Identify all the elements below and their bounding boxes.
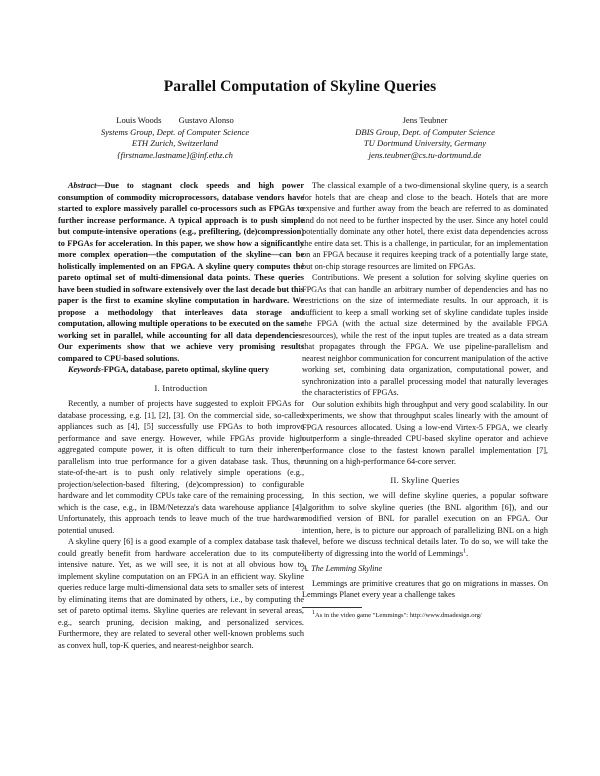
author-names: Louis Woods Gustavo Alonso [116, 115, 234, 125]
footnote-text: As in the video game "Lemmings": http://www.dmadesign.org/ [315, 611, 482, 619]
footnote-divider [302, 607, 362, 608]
body-paragraph: Our solution exhibits high throughput and very good scalability. In our experiments, we show that throughput scales linearly with the amount of FPGA resources allocated. Using a low-end Virtex-5 FPGA, we clearly outperform a single-threaded CPU-based skyline operator and achieve performance close to the fastest known parallel implementation [7], running on a high-performance 64-core server. [302, 399, 548, 466]
affiliation-line: Systems Group, Dept. of Computer Science [100, 126, 250, 137]
body-paragraph: The classical example of a two-dimensional skyline query, is a search for hotels that are cheap and close to the beach. Hotels that are more expensive and further away from the beach are referred to as dominated and do not need to be further inspected by the user. Since any hotel could potentially dominate any other hotel, there exist data dependencies across the entire data set. This is a challenge, in particular, for an implementation on an FPGA because it requires keeping track of a potentially large state, but on-chip storage resources are limited on FPGAs. [302, 181, 548, 271]
section-heading-skyline-queries: II. Skyline Queries [390, 475, 460, 485]
abstract [58, 180, 304, 364]
author-block-eth [60, 115, 290, 161]
left-column [58, 180, 304, 651]
footnote-number: 1 [312, 609, 315, 616]
abstract-text: —Due to stagnant clock speeds and high power consumption of commodity microprocessors, database vendors have started to explore massively parallel co-processors such as FPGAs to further increase performance. A typical approach is to push simple but compute-intensive operations (e.g., prefiltering, (de)compression) to FPGAs for acceleration. In this paper, we show how a significantly more complex operation—the computation of the skyline—can be holistically implemented on an FPGA. A skyline query computes the pareto optimal set of multi-dimensional data points. These queries have been studied in software extensively over the last decade but this paper is the first to examine skyline computation in hardware. We propose a methodology that interleaves data storage and computation, allowing multiple operations to be executed on the same working set in parallel, while accounting for all data dependencies. Our experiments show that we achieve very promising results compared to CPU-based solutions. [58, 181, 304, 363]
body-paragraph: Lemmings are primitive creatures that go on migrations in masses. On Lemmings Planet every year a challenge takes [302, 578, 548, 599]
body-paragraph: Contributions. We present a solution for solving skyline queries on FPGAs that can handle an arbitrary number of dependencies and has no restrictions on the size of intermediate results. In our approach, it is sufficient to keep a small working set of skyline candidate tuples inside the FPGA (with the actual size determined by the available FPGA resources), while the rest of the input tuples are treated as a data stream that propagates through the FPGA. We use pipeline-parallelism and nearest neighbor communication for concurrent manipulation of the active working set, combining data organization, computational power, and synchronization into a parallel processing model that naturally leverages the characteristics of FPGAs. [302, 273, 548, 397]
author-block-dortmund [310, 115, 540, 161]
abstract-lead: Abstract [68, 181, 97, 190]
footnote-marker: 1 [463, 547, 467, 554]
email-line: {firstname.lastname}@inf.ethz.ch [117, 149, 233, 160]
section2-paragraph-text: In this section, we will define skyline queries, a popular software algorithm to solve skyline queries (the BNL algorithm [6]), and our modified version of BNL for parallel execution on an FPGA. Our intention, here, is to picture our approach of parallelizing BNL on a high level, before we discuss technical details later. To do so, we will take the liberty of digressing into the world of Lemmings [302, 491, 548, 558]
keywords-lead: Keywords [68, 365, 101, 374]
body-paragraph: In this section, we will define skyline queries, a popular software algorithm to solve skyline queries (the BNL algorithm [6]), and our modified version of BNL for parallel execution on an FPGA. Our intention, here, is to picture our approach of parallelizing BNL on a high level, before we discuss technical details later. To do so, we will take the liberty of digressing into the world of Lemmings$^1$. [302, 491, 548, 558]
subsection-heading-lemming-skyline: A. The Lemming Skyline [302, 564, 383, 573]
body-paragraph: Recently, a number of projects have suggested to exploit FPGAs for database processing, e.g. [1], [2], [3]. On the commercial side, so-called appliances such as [4], [5] successfully use FPGAs to both improve performance and save energy. However, while FPGAs provide high aggregated compute power, it is often difficult to turn their inherent parallelism into true performance for a given database task. Thus, the state-of-the-art is to push only relatively simple operations (e.g., projection/selection-based filtering, (de)compression) to configurable hardware and let commodity CPUs take care of the remaining processing, which is the case, e.g., in IBM/Netezza's data warehouse appliance [4]. Unfortunately, this approach tends to leave much of the true hardware potential unused. [58, 399, 304, 535]
author-header [60, 115, 540, 161]
footnote [302, 611, 548, 620]
affiliation-line: TU Dortmund University, Germany [363, 138, 487, 148]
right-column [302, 180, 548, 620]
keywords-text: -FPGA, database, pareto optimal, skyline query [101, 365, 270, 374]
affiliation-line: DBIS Group, Dept. of Computer Science [355, 126, 495, 137]
section-heading-introduction: I. Introduction [154, 383, 208, 393]
author-names: Jens Teubner [402, 115, 448, 125]
email-line: jens.teubner@cs.tu-dortmund.de [368, 149, 482, 160]
keywords [58, 364, 304, 376]
affiliation-line: ETH Zurich, Switzerland [131, 138, 219, 148]
body-paragraph: A skyline query [6] is a good example of a complex database task that could greatly benefit from hardware acceleration due to its compute-intensive nature. Yet, as we will see, it is not at all obvious how to implement skyline computation on an FPGA in an efficient way. Skyline queries reduce large multi-dimensional data sets to smaller sets of interest by eliminating items that are dominated by others, i.e., by computing the set of pareto optimal items. Skyline queries are relevant in several areas, e.g., search pruning, decision making, and personalized services. Furthermore, they are related to several other well-known problems such as convex hull, top-K queries, and nearest-neighbor search. [58, 537, 304, 650]
paper-title: Parallel Computation of Skyline Queries [163, 78, 437, 95]
